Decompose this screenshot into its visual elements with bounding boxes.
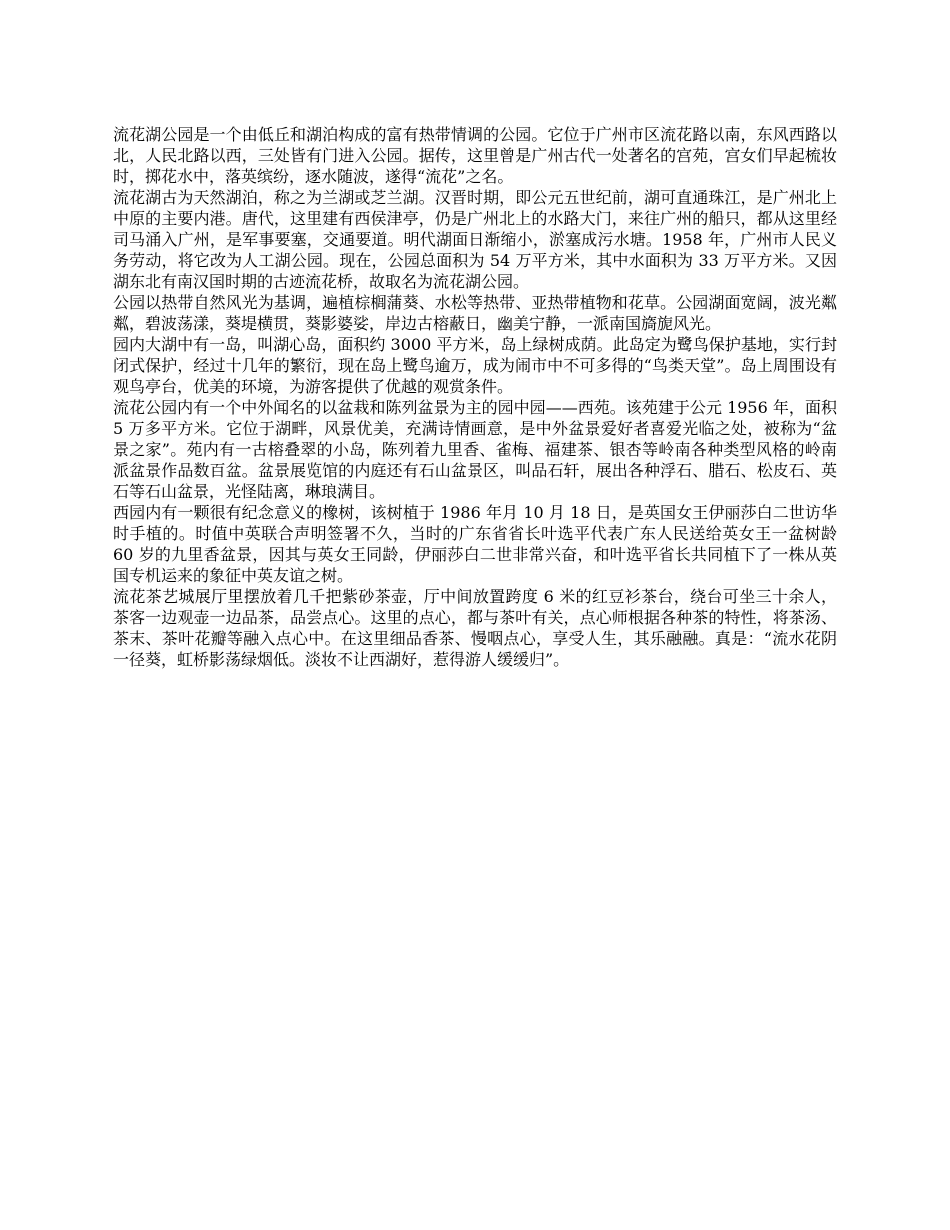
paragraph-lake-history: 流花湖古为天然湖泊，称之为兰湖或芝兰湖。汉晋时期，即公元五世纪前，湖可直通珠江，是广州北上中原的主要内港。唐代，这里建有西侯津亭，仍是广州北上的水路大门，来往广州的船只，都从这里经司马涌入广州，是军事要塞，交通要道。明代湖面日渐缩小，淤塞成污水塘。1958 年，广州市人民义务劳动，将它改为人工湖公园。现在，公园总面积为 54 万平方米，其中水面积为 33 万平方米。又因湖东北有南汉国时期的古迹流花桥，故取名为流花湖公园。 [113, 188, 837, 291]
paragraph-park-intro: 流花湖公园是一个由低丘和湖泊构成的富有热带情调的公园。它位于广州市区流花路以南，东风西路以北，人民北路以西，三处皆有门进入公园。据传，这里曾是广州古代一处著名的宫苑，宫女们早起梳妆时，掷花水中，落英缤纷，逐水随波，遂得“流花”之名。 [113, 125, 837, 186]
paragraph-oak-tree: 西园内有一颗很有纪念意义的橡树，该树植于 1986 年月 10 月 18 日，是英国女王伊丽莎白二世访华时手植的。时值中英联合声明签署不久，当时的广东省省长叶选平代表广东人民送给英女王一盆树龄 60 岁的九里香盆景，因其与英女王同龄，伊丽莎白二世非常兴奋，和叶选平省长共同植下了一株从英国专机运来的象征中英友谊之树。 [113, 503, 837, 585]
paragraph-tea-art-city: 流花茶艺城展厅里摆放着几千把紫砂茶壶，厅中间放置跨度 6 米的红豆衫茶台，绕台可坐三十余人，茶客一边观壶一边品茶，品尝点心。这里的点心，都与茶叶有关，点心师根据各种茶的特性，将茶汤、茶末、茶叶花瓣等融入点心中。在这里细品香茶、慢咽点心，享受人生，其乐融融。真是：“流水花阴一径葵，虹桥影荡绿烟低。淡妆不让西湖好，惹得游人缓缓归”。 [113, 587, 837, 669]
document-body [113, 124, 837, 670]
paragraph-heron-island: 园内大湖中有一岛，叫湖心岛，面积约 3000 平方米，岛上绿树成荫。此岛定为鹭鸟保护基地，实行封闭式保护，经过十几年的繁衍，现在岛上鹭鸟逾万，成为闹市中不可多得的“鸟类天堂”。岛上周围设有观鸟亭台，优美的环境，为游客提供了优越的观赏条件。 [113, 335, 837, 396]
paragraph-bonsai-garden: 流花公园内有一个中外闻名的以盆栽和陈列盆景为主的园中园——西苑。该苑建于公元 1956 年，面积 5 万多平方米。它位于湖畔，风景优美，充满诗情画意，是中外盆景爱好者喜爱光临之处，被称为“盆景之家”。苑内有一古榕叠翠的小岛，陈列着九里香、雀梅、福建茶、银杏等岭南各种类型风格的岭南派盆景作品数百盆。盆景展览馆的内庭还有石山盆景区，叫品石轩，展出各种浮石、腊石、松皮石、英石等石山盆景，光怪陆离，琳琅满目。 [113, 398, 837, 501]
paragraph-tropical-scenery: 公园以热带自然风光为基调，遍植棕榈蒲葵、水松等热带、亚热带植物和花草。公园湖面宽阔，波光粼粼，碧波荡漾，葵堤横贯，葵影婆娑，岸边古榕蔽日，幽美宁静，一派南国旖旎风光。 [113, 293, 837, 333]
